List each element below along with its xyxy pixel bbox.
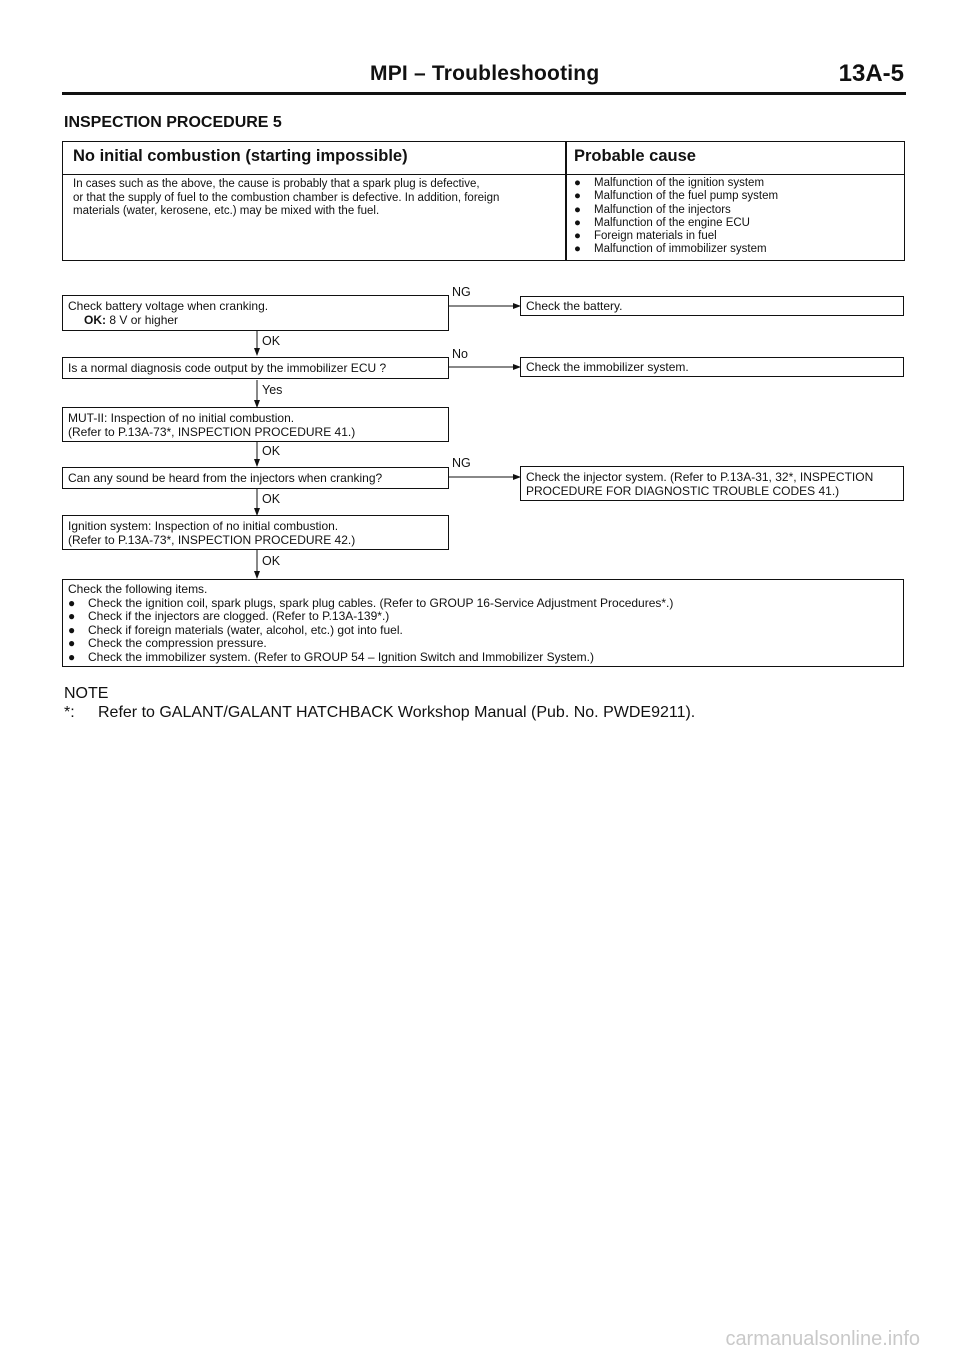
list-item: ● Check the compression pressure. <box>68 636 267 651</box>
note-text: *: Refer to GALANT/GALANT HATCHBACK Workshop Manual (Pub. No. PWDE9211). <box>64 704 696 721</box>
result-check-battery: Check the battery. <box>520 296 904 316</box>
bullet-icon: ● <box>574 230 581 243</box>
step-injector-sound-check: Can any sound be heard from the injectors when cranking? <box>62 467 449 489</box>
flow-label-yes: Yes <box>262 383 283 397</box>
list-item: ● Malfunction of immobilizer system <box>574 243 767 256</box>
list-item: ● Foreign materials in fuel <box>574 230 717 243</box>
bullet-icon: ● <box>574 177 581 189</box>
result-check-immobilizer: Check the immobilizer system. <box>520 357 904 377</box>
bullet-icon: ● <box>68 622 76 637</box>
bullet-icon: ● <box>68 649 76 664</box>
symptom-description-line: or that the supply of fuel to the combustion chamber is defective. In addition, foreign <box>73 191 500 204</box>
list-item: ● Malfunction of the engine ECU <box>574 216 750 229</box>
branch-label-no: No <box>452 347 468 361</box>
result-check-injector-system: Check the injector system. (Refer to P.13A-31, 32*, INSPECTION PROCEDURE FOR DIAGNOSTIC TROUBLE CODES 41.) <box>520 466 904 501</box>
list-item: ● Check the immobilizer system. (Refer to GROUP 54 – Ignition Switch and Immobilizer System.) <box>68 649 594 664</box>
bullet-icon: ● <box>574 203 581 216</box>
bullet-icon: ● <box>68 609 76 624</box>
probable-cause-title: Probable cause <box>574 147 696 165</box>
bullet-icon: ● <box>68 595 76 610</box>
procedure-title: INSPECTION PROCEDURE 5 <box>64 114 282 131</box>
symptom-description-line: materials (water, kerosene, etc.) may be mixed with the fuel. <box>73 205 380 217</box>
final-check-items <box>62 579 904 667</box>
page-header-title: MPI – Troubleshooting <box>370 62 600 85</box>
list-item: ● Check if the injectors are clogged. (Refer to P.13A-139*.) <box>68 609 390 624</box>
bullet-icon: ● <box>574 243 581 256</box>
step-diagnosis-code-check: Is a normal diagnosis code output by the immobilizer ECU ? <box>62 357 449 379</box>
step-mut-ii-inspection: MUT-II: Inspection of no initial combustion. (Refer to P.13A-73*, INSPECTION PROCEDURE 41.) <box>62 407 449 442</box>
flow-label-ok: OK <box>262 492 281 506</box>
list-item: ● Malfunction of the fuel pump system <box>574 190 779 203</box>
final-check-title: Check the following items. <box>68 582 208 596</box>
list-item: ● Check if foreign materials (water, alcohol, etc.) got into fuel. <box>68 622 403 637</box>
page-number: 13A-5 <box>838 60 904 87</box>
flow-label-ok: OK <box>262 554 281 568</box>
note-heading: NOTE <box>64 685 109 702</box>
note-marker: *: <box>64 704 75 721</box>
step-ignition-system-inspection: Ignition system: Inspection of no initial combustion. (Refer to P.13A-73*, INSPECTION PROCEDURE 42.) <box>62 515 449 550</box>
symptom-title: No initial combustion (starting impossible) <box>73 147 408 165</box>
branch-label-ng: NG <box>452 285 471 299</box>
watermark-text: carmanualsonline.info <box>725 1328 920 1350</box>
flow-label-ok: OK <box>262 334 281 348</box>
list-item: ● Check the ignition coil, spark plugs, spark plug cables. (Refer to GROUP 16-Service Adjustment Procedures*.) <box>68 595 674 610</box>
bullet-icon: ● <box>68 636 76 651</box>
symptom-description-line: In cases such as the above, the cause is probably that a spark plug is defective, <box>73 178 480 190</box>
branch-label-ng: NG <box>452 456 471 470</box>
bullet-icon: ● <box>574 190 581 203</box>
step-check-battery-voltage: Check battery voltage when cranking. OK: 8 V or higher <box>62 295 449 331</box>
bullet-icon: ● <box>574 216 581 229</box>
list-item: ● Malfunction of the ignition system <box>574 177 765 189</box>
flow-label-ok: OK <box>262 444 281 458</box>
list-item: ● Malfunction of the injectors <box>574 203 731 216</box>
